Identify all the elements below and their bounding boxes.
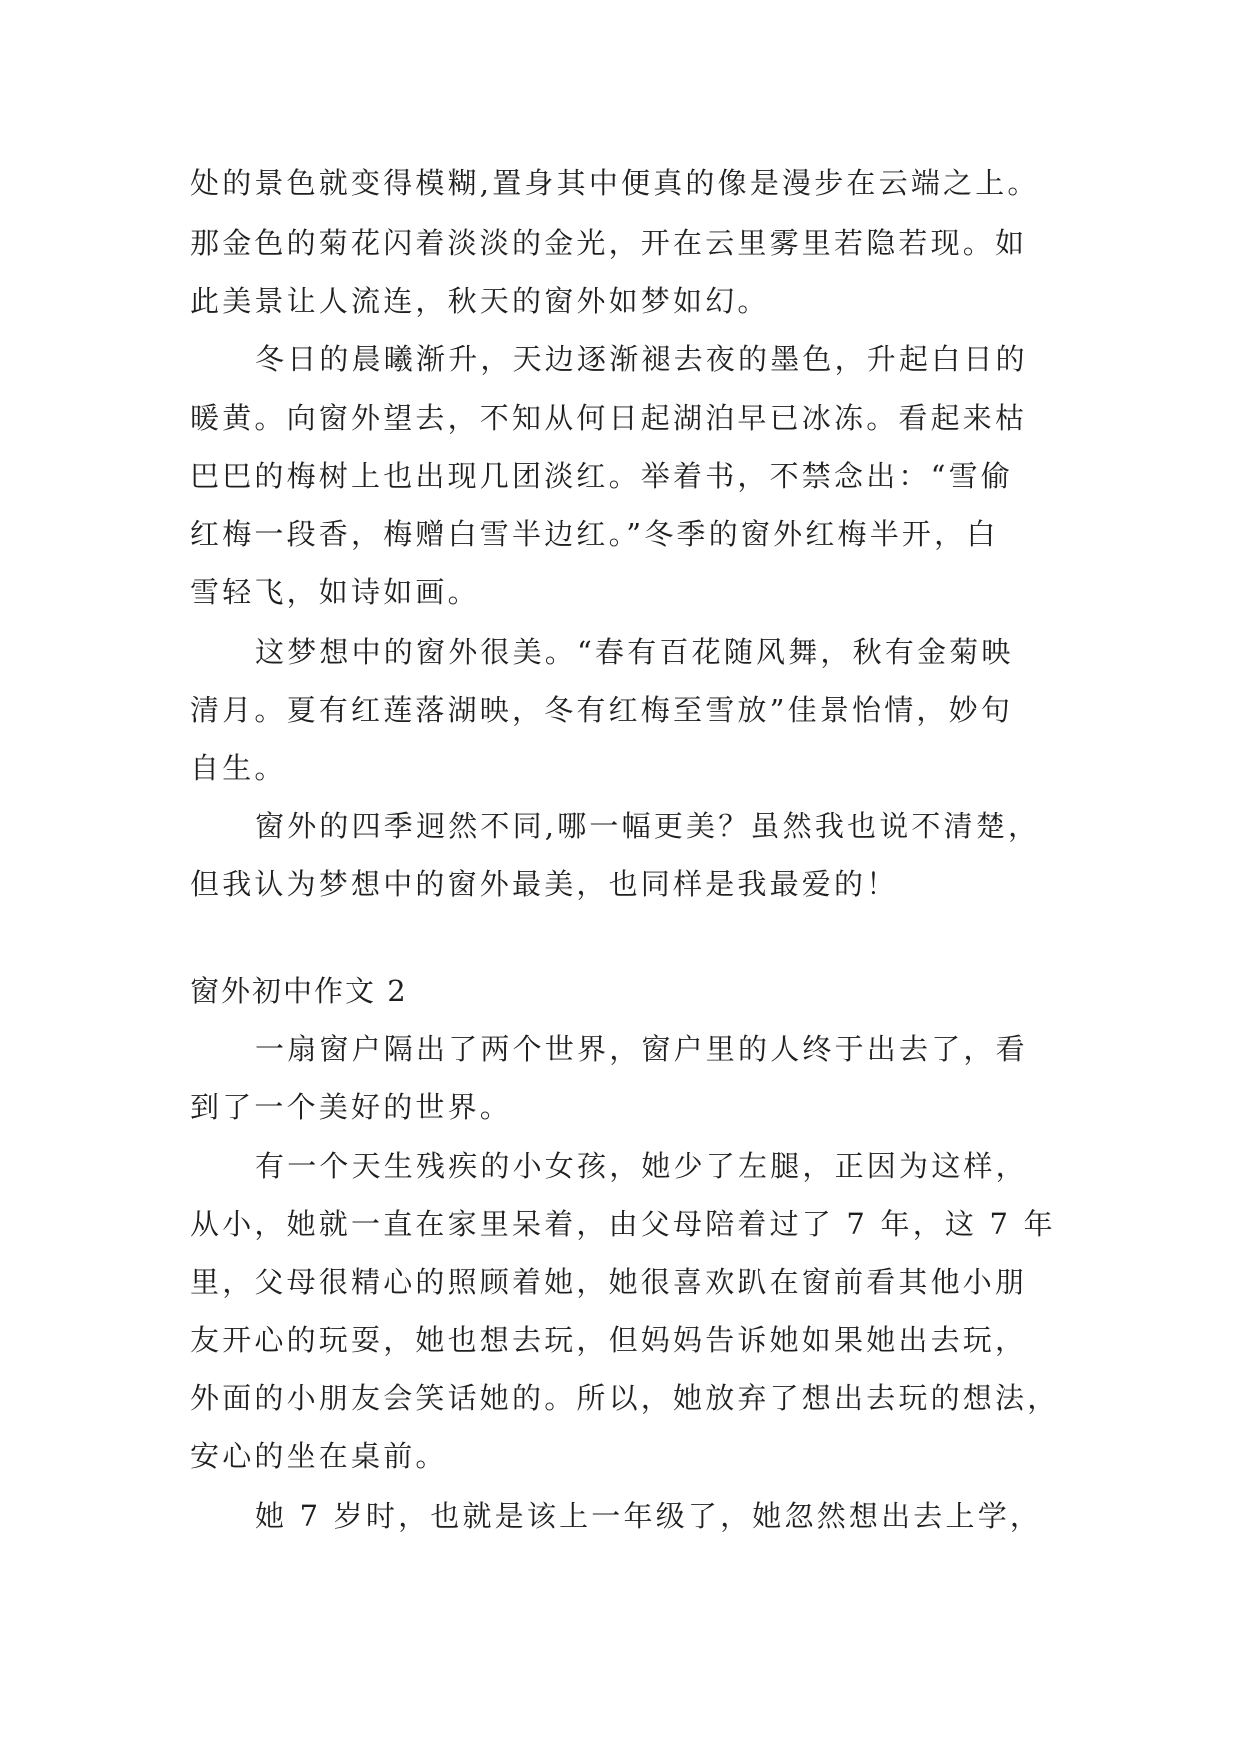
paragraph-first-line: 冬日的晨曦渐升，天边逐渐褪去夜的墨色，升起白日的 (255, 342, 1028, 376)
text-line: 暖黄。向窗外望去，不知从何日起湖泊早已冰冻。看起来枯 (190, 401, 1028, 435)
section-heading: 窗外初中作文 2 (190, 974, 408, 1008)
text-line: 安心的坐在桌前。 (190, 1439, 448, 1473)
text-line: 里，父母很精心的照顾着她，她很喜欢趴在窗前看其他小朋 (190, 1265, 1028, 1299)
text-line: 处的景色就变得模糊,置身其中便真的像是漫步在云端之上。 (190, 166, 1040, 200)
text-line: 巴巴的梅树上也出现几团淡红。举着书，不禁念出：“雪偷 (190, 459, 1014, 493)
text-line: 外面的小朋友会笑话她的。所以，她放弃了想出去玩的想法， (190, 1381, 1060, 1415)
text-line: 从小，她就一直在家里呆着，由父母陪着过了 7 年，这 7 年 (190, 1207, 1056, 1241)
paragraph-first-line: 窗外的四季迥然不同,哪一幅更美？虽然我也说不清楚， (255, 809, 1041, 843)
text-line: 此美景让人流连，秋天的窗外如梦如幻。 (190, 284, 770, 318)
paragraph-first-line: 她 7 岁时，也就是该上一年级了，她忽然想出去上学， (255, 1499, 1043, 1533)
paragraph-first-line: 一扇窗户隔出了两个世界，窗户里的人终于出去了，看 (255, 1032, 1028, 1066)
text-line: 红梅一段香，梅赠白雪半边红。”冬季的窗外红梅半开，白 (190, 517, 999, 551)
text-line: 但我认为梦想中的窗外最美，也同样是我最爱的！ (190, 867, 899, 901)
text-line: 那金色的菊花闪着淡淡的金光，开在云里雾里若隐若现。如 (190, 226, 1028, 260)
paragraph-first-line: 这梦想中的窗外很美。“春有百花随风舞，秋有金菊映 (255, 635, 1014, 669)
text-line: 友开心的玩耍，她也想去玩，但妈妈告诉她如果她出去玩， (190, 1323, 1028, 1357)
text-line: 雪轻飞，如诗如画。 (190, 575, 480, 609)
text-line: 清月。夏有红莲落湖映，冬有红梅至雪放”佳景怡情，妙句 (190, 693, 1014, 727)
text-line: 到了一个美好的世界。 (190, 1090, 513, 1124)
text-line: 自生。 (190, 751, 287, 785)
paragraph-first-line: 有一个天生残疾的小女孩，她少了左腿，正因为这样， (255, 1149, 1028, 1183)
